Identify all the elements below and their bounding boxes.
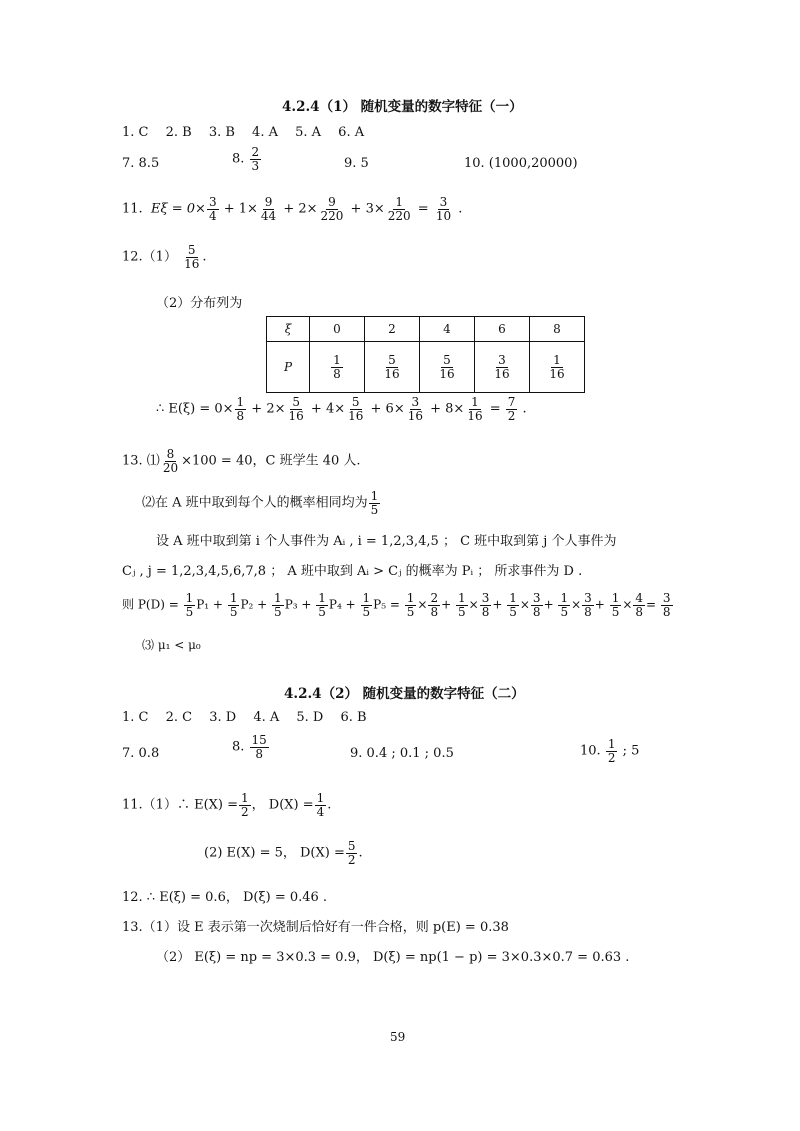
answer-7-2: 7. 0.8 [122,746,160,761]
answer-10-2: 10. $\frac{1}{2}$ ; 5 [580,737,640,765]
answer-13-text-a: 设 A 班中取到第 i 个人事件为 Aᵢ , i = 1,2,3,4,5 ； C 班中取到第 j 个人事件为 [156,534,617,549]
choice-answers-1: 1. C 2. B 3. B 4. A 5. A 6. A [122,125,365,140]
answer-13-2-2: （2） E(ξ) = np = 3×0.3 = 0.9， D(ξ) = np(1 − p) = 3×0.3×0.7 = 0.63 . [156,950,630,965]
choice-answers-2: 1. C 2. C 3. D 4. A 5. D 6. B [122,710,367,725]
answer-9-2: 9. 0.4 ; 0.1 ; 0.5 [350,746,454,761]
answer-11-2-2: (2) E(X) = 5， D(X) = $\frac{5}{2}$ . [204,839,363,867]
page-number: 59 [390,1030,406,1044]
answer-11: 11. Eξ = 0× $\frac{3}{4}$ + 1× $\frac{9}{44}$ + 2× $\frac{9}{220}$ + 3× $\frac{1}{220}$ = $\frac{3}{10}$ . [122,195,463,223]
answer-10: 10. (1000,20000) [464,156,578,171]
answer-12-2-label: （2）分布列为 [156,296,243,311]
answer-8-2: 8. $\frac{15}{8}$ [232,733,267,761]
answer-13-text-b: Cⱼ , j = 1,2,3,4,5,6,7,8 ； A 班中取到 Aᵢ > Cⱼ 的概率为 Pᵢ ； 所求事件为 D . [122,564,583,579]
fraction: $\frac{2}{3}$ [251,145,260,173]
table-row: ξ 0 2 4 6 8 [267,317,585,342]
answer-13-pd: 则 P(D) = $\frac{1}{5}$ P₁ + $\frac{1}{5}$ P₂ + $\frac{1}{5}$ P₃ + $\frac{1}{5}$ P₄ + $\frac{1}{5}$ P₅ = $\frac{1}{5}$ × $\frac{2}{8}$ + $\frac{1}{5}$ × $\frac{3}{8}$ + $\frac{1}{5}$ × $\frac{3}{8}$ + $\frac{1}{5}$ × $\frac{3}{8}$ + $\frac{1}{5}$ × $\frac{4}{8}$ = $\frac{3}{8}$ [122,591,671,619]
answer-7: 7. 8.5 [122,156,160,171]
answer-12-2: 12. ∴ E(ξ) = 0.6， D(ξ) = 0.46 . [122,890,328,905]
distribution-table [266,316,585,393]
expectation-12: ∴ E(ξ) = 0× $\frac{1}{8}$ + 2× $\frac{5}{16}$ + 4× $\frac{5}{16}$ + 6× $\frac{3}{16}$ + 8× $\frac{1}{16}$ = $\frac{7}{2}$ . [156,395,527,423]
answer-13-2: ⑵在 A 班中取到每个人的概率相同均为 $\frac{1}{5}$ [142,489,379,517]
answer-8: 8. $\frac{2}{3}$ [232,145,260,173]
answer-9: 9. 5 [344,156,369,171]
section-title-1: 4.2.4（1） 随机变量的数字特征（一） [282,99,523,115]
section-title-2: 4.2.4（2） 随机变量的数字特征（二） [284,686,525,702]
answer-13-1: 13. ⑴ $\frac{8}{20}$ ×100 = 40，C 班学生 40 人. [122,447,361,475]
table-row: P $\frac{1}{8}$ $\frac{5}{16}$ $\frac{5}{16}$ $\frac{3}{16}$ $\frac{1}{16}$ [267,342,585,393]
answer-13-2-1: 13.（1）设 E 表示第一次烧制后恰好有一件合格，则 p(E) = 0.38 [122,920,509,935]
answer-13-3: ⑶ μ₁ < μ₀ [142,638,201,652]
answer-11-2-1: 11.（1）∴ E(X) = $\frac{1}{2}$ ， D(X) = $\frac{1}{4}$ . [122,791,332,819]
answer-12-1: 12.（1） $\frac{5}{16}$ . [122,243,207,271]
